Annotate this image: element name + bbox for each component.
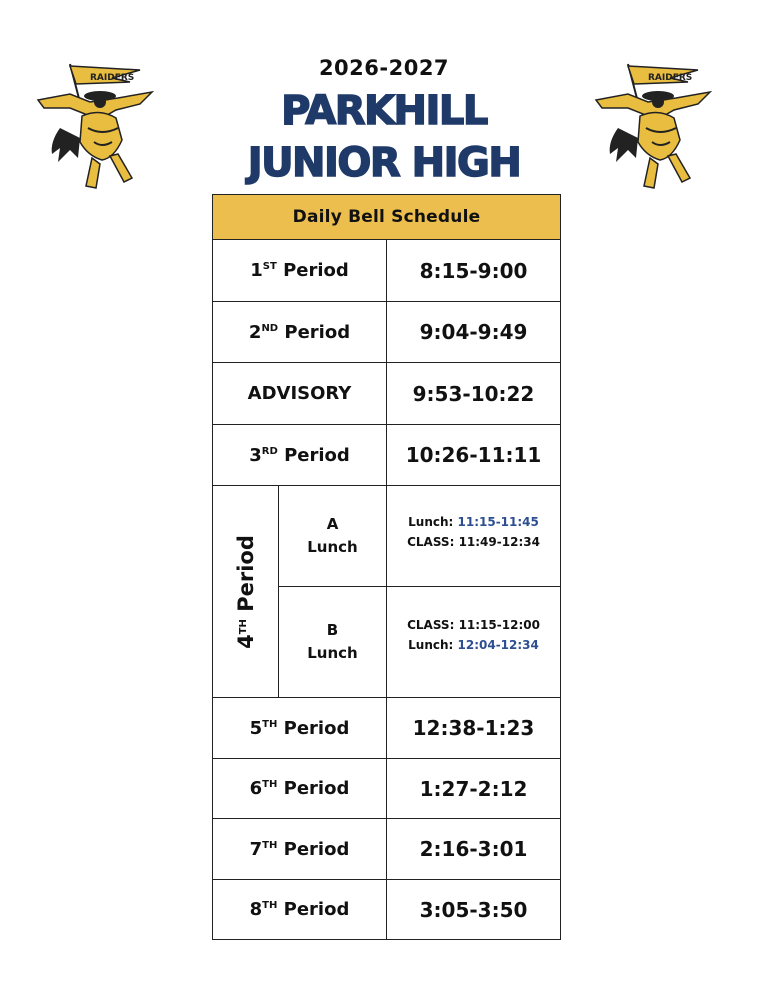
table-row <box>213 759 561 819</box>
mascot-banner-text: RAIDERS <box>90 73 135 83</box>
school-name-line2: JUNIOR HIGH <box>247 140 521 186</box>
table-row <box>213 486 561 587</box>
period-name: 3RD Period <box>213 425 387 486</box>
fourth-period-label: 4TH Period <box>213 486 279 698</box>
table-row <box>213 425 561 486</box>
period-time: 12:38-1:23 <box>387 698 561 759</box>
period-time: 8:15-9:00 <box>387 240 561 302</box>
period-name: ADVISORY <box>213 363 387 425</box>
period-time: 2:16-3:01 <box>387 819 561 880</box>
table-row <box>213 880 561 940</box>
period-name: 1ST Period <box>213 240 387 302</box>
table-row <box>213 698 561 759</box>
school-name-line1: PARKHILL <box>281 88 487 134</box>
period-name: 7TH Period <box>213 819 387 880</box>
table-row <box>213 240 561 302</box>
period-time: 10:26-11:11 <box>387 425 561 486</box>
period-name: 5TH Period <box>213 698 387 759</box>
bell-schedule-table <box>212 194 561 940</box>
table-row <box>213 819 561 880</box>
period-time: 1:27-2:12 <box>387 759 561 819</box>
period-time: 9:04-9:49 <box>387 302 561 363</box>
table-row <box>213 302 561 363</box>
period-name: 8TH Period <box>213 880 387 940</box>
lunch-a-label: A Lunch <box>279 486 387 587</box>
mascot-banner-text: RAIDERS <box>648 73 693 83</box>
lunch-b-label: B Lunch <box>279 587 387 698</box>
school-year: 2026-2027 <box>318 56 450 80</box>
period-name: 2ND Period <box>213 302 387 363</box>
table-row <box>213 363 561 425</box>
schedule-title: Daily Bell Schedule <box>213 195 561 240</box>
period-time: 9:53-10:22 <box>387 363 561 425</box>
period-name: 6TH Period <box>213 759 387 819</box>
lunch-b-detail: CLASS: 11:15-12:00 Lunch: 12:04-12:34 <box>387 587 561 698</box>
period-time: 3:05-3:50 <box>387 880 561 940</box>
lunch-a-detail: Lunch: 11:15-11:45 CLASS: 11:49-12:34 <box>387 486 561 587</box>
